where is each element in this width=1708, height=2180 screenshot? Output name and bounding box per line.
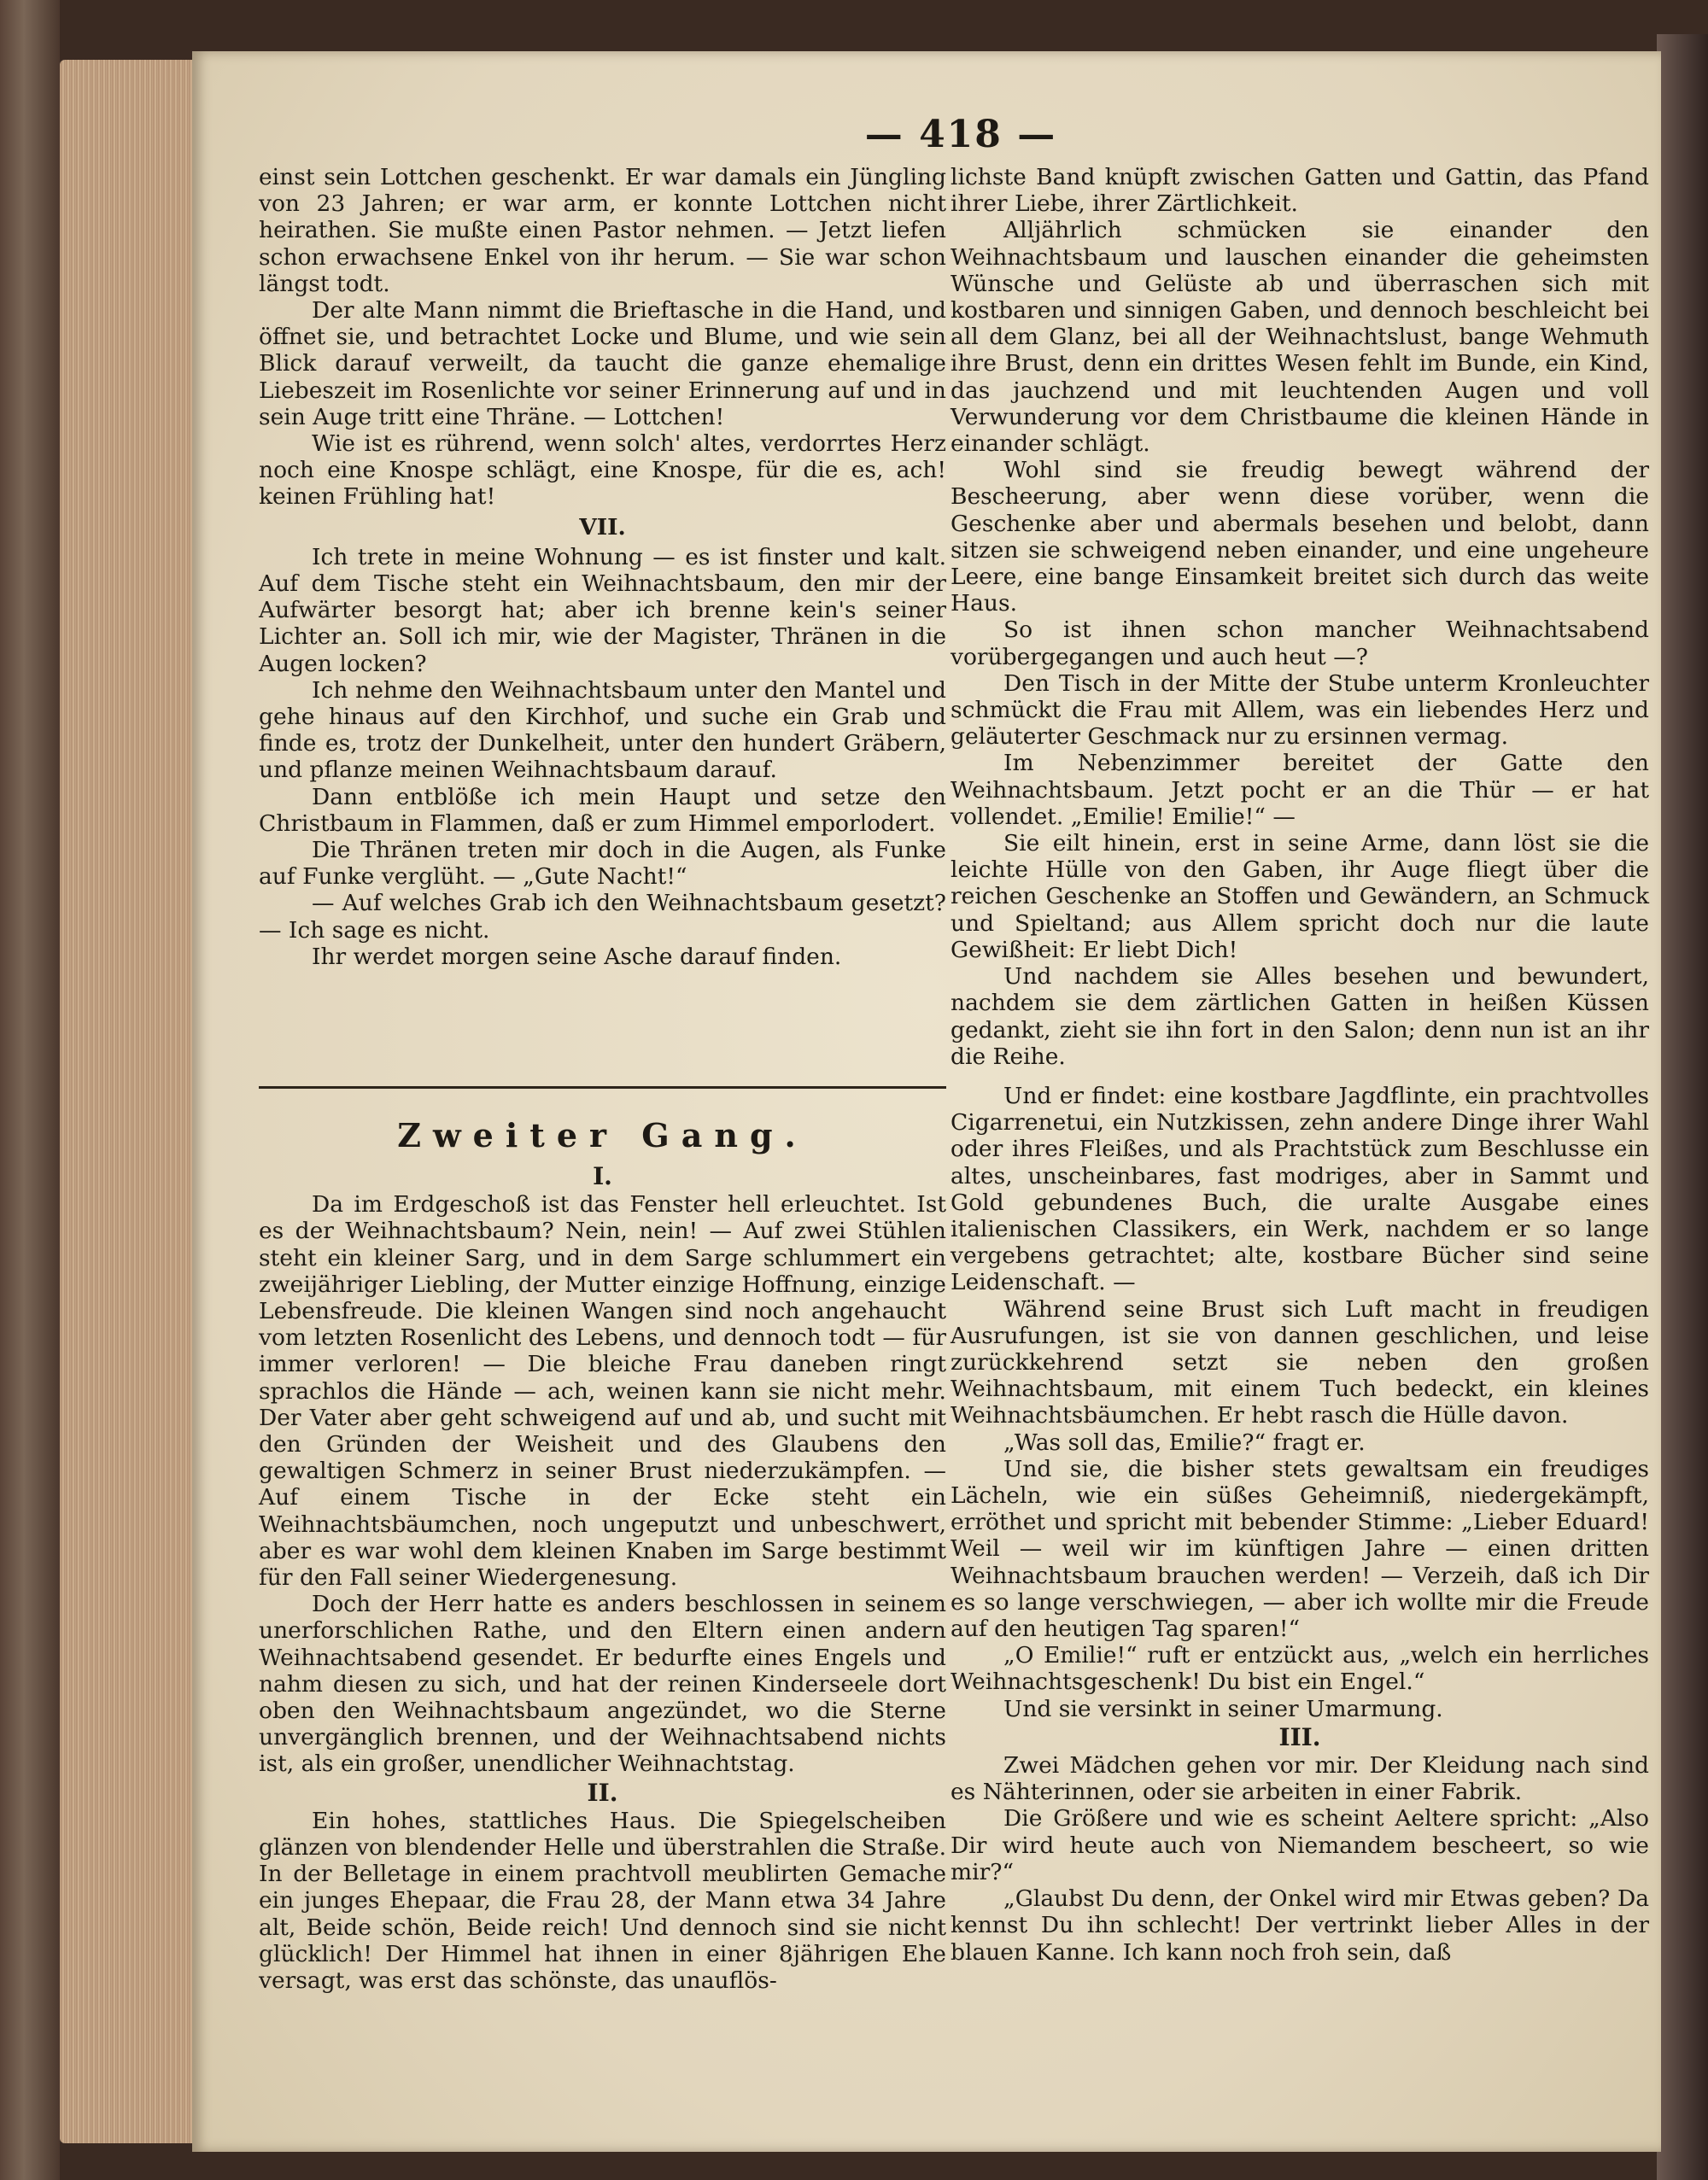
paragraph: Sie eilt hinein, erst in seine Arme, dann löst sie die leichte Hülle von den Gaben, ihr Auge fliegt über die reichen Geschenke an Stoffen und Gewändern, an Schmuck und Spieltand; aus Allem spricht doch nur die laute Gewißheit: Er liebt Dich! [951, 830, 1649, 963]
left-column-bottom [259, 1110, 946, 1994]
paragraph: — Auf welches Grab ich den Weihnachtsbaum gesetzt? — Ich sage es nicht. [259, 890, 946, 944]
paragraph: Und sie, die bisher stets gewaltsam ein freudiges Lächeln, wie ein süßes Geheimniß, niedergekämpft, erröthet und spricht mit bebender Stimme: „Lieber Eduard! Weil — weil wir im künftigen Jahre — einen dritten Weihnachtsbaum brauchen werden! — Verzeih, daß ich Dir es so lange verschwiegen, — aber ich wollte mir die Freude auf den heutigen Tag sparen!“ [951, 1455, 1649, 1643]
paragraph: Da im Erdgeschoß ist das Fenster hell erleuchtet. Ist es der Weihnachtsbaum? Nein, nein! — Auf zwei Stühlen steht ein kleiner Sarg, und in dem Sarge schlummert ein zweijähriger Liebling, der Mutter einzige Hoffnung, einzige Lebensfreude. Die kleinen Wangen sind noch angehaucht vom letzten Rosenlicht des Lebens, und dennoch todt — für immer verloren! — Die bleiche Frau daneben ringt sprachlos die Hände — ach, weinen kann sie nicht mehr. Der Vater aber geht schweigend auf und ab, und sucht mit den Gründen der Weisheit und des Glaubens den gewaltigen Schmerz in seiner Brust niederzukämpfen. — Auf einem Tische in der Ecke steht ein Weihnachtsbäumchen, noch ungeputzt und unbeschwert, aber es war wohl dem kleinen Knaben im Sarge bestimmt für den Fall seiner Wiedergenesung. [259, 1191, 946, 1592]
paragraph: Ein hohes, stattliches Haus. Die Spiegelscheiben glänzen von blendender Helle und überstrahlen die Straße. In der Belletage in einem prachtvoll meublirten Gemache ein junges Ehepaar, die Frau 28, der Mann etwa 34 Jahre alt, Beide schön, Beide reich! Und dennoch sind sie nicht glücklich! Der Himmel hat ihnen in einer 8jährigen Ehe versagt, was erst das schönste, das unauflös- [259, 1807, 946, 1995]
paragraph: Die Thränen treten mir doch in die Augen, als Funke auf Funke verglüht. — „Gute Nacht!“ [259, 837, 946, 891]
paragraph: Die Größere und wie es scheint Aeltere spricht: „Also Dir wird heute auch von Niemandem bescheert, so wie mir?“ [951, 1805, 1649, 1885]
paragraph: Doch der Herr hatte es anders beschlossen in seinem unerforschlichen Rathe, und den Eltern einen andern Weihnachtsabend gesendet. Er bedurfte eines Engels und nahm diesen zu sich, und hat der reinen Kinderseele dort oben den Weihnachtsbaum angezündet, wo die Sterne unvergänglich brennen, und der Weihnachtsabend nichts ist, als ein großer, unendlicher Weihnachtstag. [259, 1591, 946, 1778]
paragraph: Der alte Mann nimmt die Brieftasche in die Hand, und öffnet sie, und betrachtet Locke und Blume, und wie sein Blick darauf verweilt, da taucht die ganze ehemalige Liebeszeit im Rosenlichte vor seiner Erinnerung auf und in sein Auge tritt eine Thräne. — Lottchen! [259, 297, 946, 430]
paragraph: So ist ihnen schon mancher Weihnachtsabend vorübergegangen und auch heut —? [951, 617, 1649, 670]
book-page [192, 51, 1661, 2152]
section-divider [259, 1086, 946, 1089]
book-cover-left [0, 0, 60, 2180]
paragraph: Den Tisch in der Mitte der Stube unterm Kronleuchter schmückt die Frau mit Allem, was ein liebendes Herz und geläuterter Geschmack nur zu ersinnen vermag. [951, 669, 1649, 751]
paragraph: Und er findet: eine kostbare Jagdflinte, ein prachtvolles Cigarrenetui, ein Nutzkissen, zehn andere Dinge ihrer Wahl oder ihres Fleißes, und als Prachtstück zum Beschlusse ein altes, unscheinbares, fast modriges, aber in Sammt und Gold gebundenes Buch, die uralte Ausgabe eines italienischen Classikers, ein Werk, nachdem er so lange vergebens getrachtet; alte, kostbare Bücher sind seine Leidenschaft. — [951, 1083, 1649, 1296]
paragraph: Im Nebenzimmer bereitet der Gatte den Weihnachtsbaum. Jetzt pocht er an die Thür — er hat vollendet. „Emilie! Emilie!“ — [951, 750, 1649, 830]
section-title: Zweiter Gang. [397, 1116, 808, 1154]
paragraph: Und sie versinkt in seiner Umarmung. [1003, 1695, 1443, 1722]
paragraph: Ich nehme den Weihnachtsbaum unter den Mantel und gehe hinaus auf den Kirchhof, und suche ein Grab und finde es, trotz der Dunkelheit, unter den hundert Gräbern, und pflanze meinen Weihnachtsbaum darauf. [259, 676, 946, 784]
paragraph: „Glaubst Du denn, der Onkel wird mir Etwas geben? Da kennst Du ihn schlecht! Der vertrinkt lieber Alles in der blauen Kanne. Ich kann noch froh sein, daß [951, 1885, 1649, 1966]
section-heading-ii: II. [587, 1778, 618, 1807]
right-column-top [951, 164, 1649, 1070]
paragraph: Während seine Brust sich Luft macht in freudigen Ausrufungen, ist sie von dannen geschlichen, und leise zurückkehrend setzt sie neben den großen Weihnachtsbaum, mit einem Tuch bedeckt, ein kleines Weihnachtsbäumchen. Er hebt rasch die Hülle davon. [951, 1295, 1649, 1429]
section-heading-i: I. [593, 1162, 612, 1190]
paragraph: Ich trete in meine Wohnung — es ist finster und kalt. Auf dem Tische steht ein Weihnachtsbaum, den mir der Aufwärter besorgt hat; aber ich brenne kein's seiner Lichter an. Soll ich mir, wie der Magister, Thränen in die Augen locken? [259, 543, 946, 677]
paragraph: Ihr werdet morgen seine Asche darauf finden. [312, 943, 842, 970]
paragraph: Wie ist es rührend, wenn solch' altes, verdorrtes Herz noch eine Knospe schlägt, eine Knospe, für die es, ach! keinen Frühling hat! [259, 430, 946, 511]
page-edges [60, 60, 196, 2143]
section-heading-vii: VII. [579, 513, 626, 541]
paragraph: Und nachdem sie Alles besehen und bewundert, nachdem sie dem zärtlichen Gatten in heißen Küssen gedankt, zieht sie ihn fort in den Salon; denn nun ist an ihr die Reihe. [951, 963, 1649, 1070]
paragraph: Zwei Mädchen gehen vor mir. Der Kleidung nach sind es Nähterinnen, oder sie arbeiten in einer Fabrik. [951, 1752, 1649, 1806]
section-heading-iii: III. [1278, 1722, 1321, 1751]
left-column-top [259, 164, 946, 970]
paragraph: Wohl sind sie freudig bewegt während der Bescheerung, aber wenn diese vorüber, wenn die Geschenke aber und abermals besehen und belobt, dann sitzen sie schweigend neben einander, und eine ungeheure Leere, eine bange Einsamkeit breitet sich durch das weite Haus. [951, 457, 1649, 617]
paragraph: Dann entblöße ich mein Haupt und setze den Christbaum in Flammen, daß er zum Himmel emporlodert. [259, 783, 946, 837]
page-number: — 418 — [864, 113, 1057, 156]
paragraph: einst sein Lottchen geschenkt. Er war damals ein Jüngling von 23 Jahren; er war arm, er konnte Lottchen nicht heirathen. Sie mußte einen Pastor nehmen. — Jetzt liefen schon erwachsene Enkel von ihr herum. — Sie war schon längst todt. [259, 164, 946, 297]
paragraph: „Was soll das, Emilie?“ fragt er. [1003, 1429, 1366, 1456]
paragraph: lichste Band knüpft zwischen Gatten und Gattin, das Pfand ihrer Liebe, ihrer Zärtlichkeit. [951, 164, 1649, 218]
book-edge-right [1657, 34, 1708, 2180]
paragraph: Alljährlich schmücken sie einander den Weihnachtsbaum und lauschen einander die geheimsten Wünsche und Gelüste ab und überraschen sich mit kostbaren und sinnigen Gaben, und dennoch beschleicht bei all dem Glanz, bei all der Weihnachtslust, bange Wehmuth ihre Brust, denn ein drittes Wesen fehlt im Bunde, ein Kind, das jauchzend und mit leuchtenden Augen und voll Verwunderung vor dem Christbaume die kleinen Hände in einander schlägt. [951, 217, 1649, 458]
paragraph: „O Emilie!“ ruft er entzückt aus, „welch ein herrliches Weihnachtsgeschenk! Du bist ein Engel.“ [951, 1642, 1649, 1696]
right-column-bottom [951, 1083, 1649, 1966]
